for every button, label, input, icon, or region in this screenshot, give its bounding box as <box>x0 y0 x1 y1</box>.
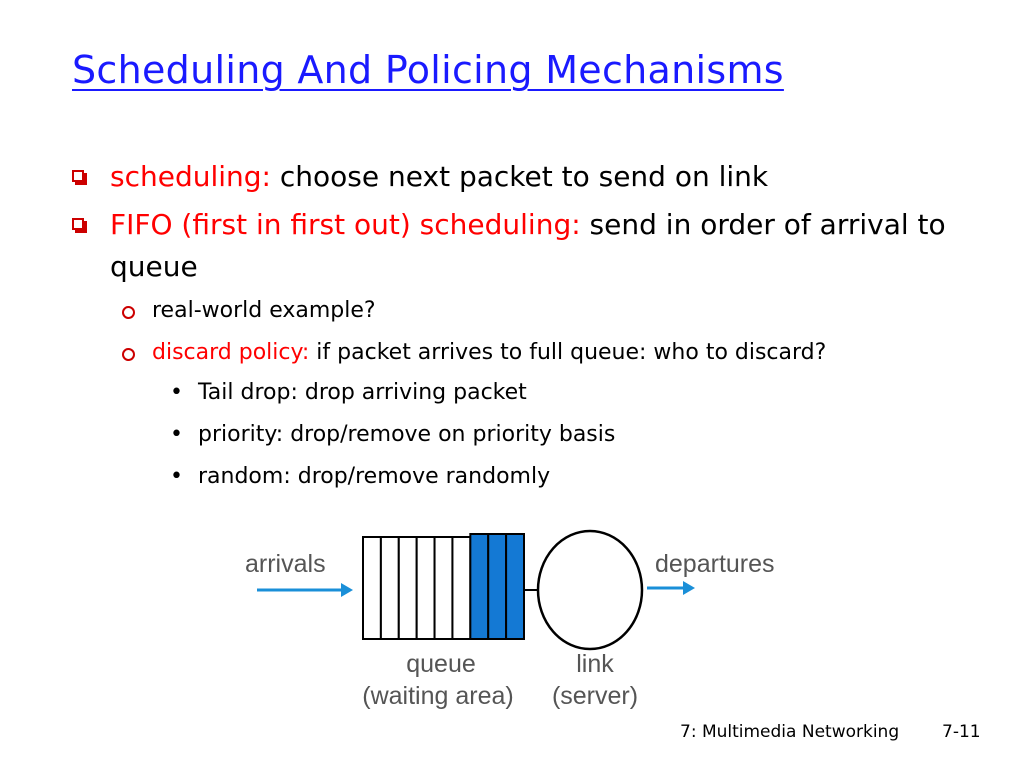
sub-bullet-text: priority: drop/remove on priority basis <box>198 422 616 447</box>
term-scheduling: scheduling: <box>110 160 271 193</box>
dot-bullet-icon: • <box>170 464 183 489</box>
queue-slot <box>381 537 399 639</box>
queue-slots <box>363 534 524 639</box>
bullet-fifo <box>72 204 972 288</box>
arrivals-label: arrivals <box>245 550 326 578</box>
queue-sub-label: (waiting area) <box>362 682 514 710</box>
queued-packet <box>488 534 506 639</box>
link-label: link <box>576 650 614 678</box>
bullet-scheduling <box>72 156 972 198</box>
link-sub-label: (server) <box>551 682 639 710</box>
square-bullet-icon <box>72 170 84 182</box>
page-title: Scheduling And Policing Mechanisms <box>72 48 784 92</box>
departures-label: departures <box>655 550 775 578</box>
text-example: real-world example? <box>152 298 376 323</box>
term-discard: discard policy: <box>152 340 310 365</box>
sub-bullet <box>170 419 615 451</box>
queue-diagram <box>235 520 795 720</box>
arrivals-arrowhead-icon <box>341 583 353 597</box>
queued-packet <box>506 534 524 639</box>
departures-arrowhead-icon <box>683 581 695 595</box>
queue-label: queue <box>406 650 476 678</box>
dot-bullet-icon: • <box>170 422 183 447</box>
sub-bullet-text: Tail drop: drop arriving packet <box>198 380 527 405</box>
term-fifo: FIFO (first in first out) scheduling: <box>110 208 581 241</box>
footer-chapter: 7: Multimedia Networking <box>680 722 900 742</box>
circle-bullet-icon <box>122 306 135 319</box>
text-scheduling: choose next packet to send on link <box>271 160 769 193</box>
queue-slot <box>452 537 470 639</box>
queue-slot <box>399 537 417 639</box>
dot-bullet-icon: • <box>170 380 183 405</box>
circle-bullet-icon <box>122 348 135 361</box>
text-discard: if packet arrives to full queue: who to discard? <box>309 340 827 365</box>
link-server-circle <box>538 531 642 649</box>
bullet-example <box>122 295 376 327</box>
sub-bullet <box>170 377 527 409</box>
text-fifo: send in order of arrival to queue <box>110 208 946 283</box>
queue-slot <box>417 537 435 639</box>
sub-bullet <box>170 461 550 493</box>
queue-slot <box>363 537 381 639</box>
bullet-discard <box>122 337 826 369</box>
queue-slot <box>435 537 453 639</box>
page-number: 7-11 <box>942 722 981 742</box>
sub-bullet-text: random: drop/remove randomly <box>198 464 551 489</box>
square-bullet-icon <box>72 218 84 230</box>
queued-packet <box>470 534 488 639</box>
